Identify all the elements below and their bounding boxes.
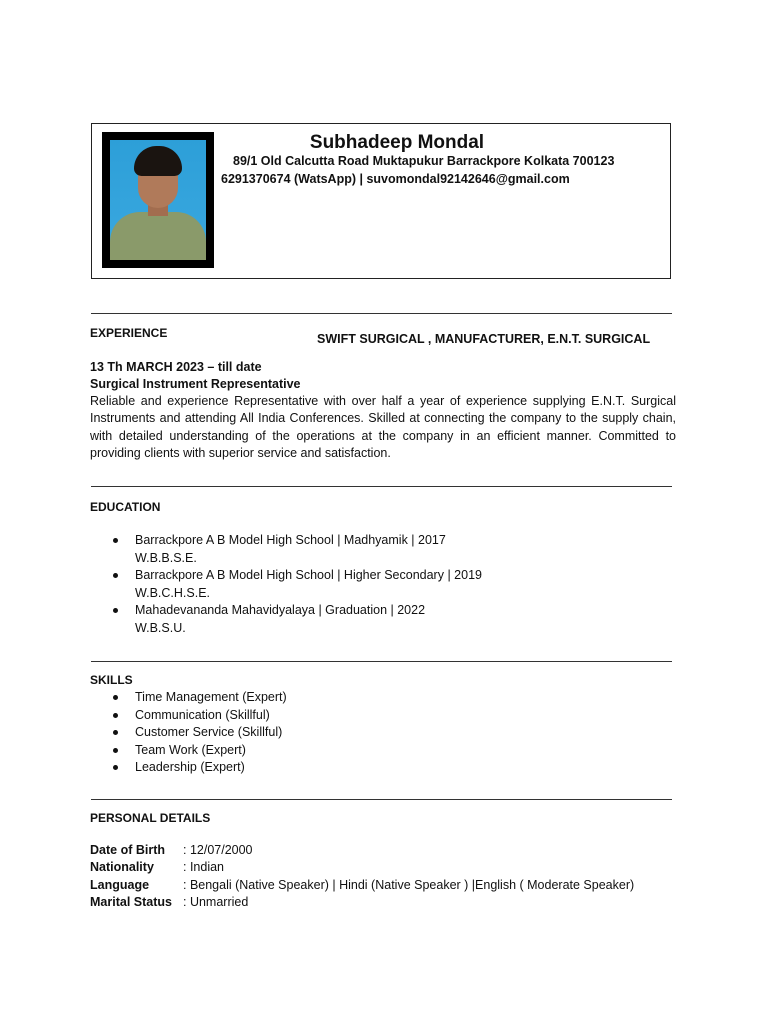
skill-item: Customer Service (Skillful) [110, 724, 287, 742]
personal-value: : Indian [183, 860, 225, 874]
experience-dates: 13 Th MARCH 2023 – till date [90, 360, 262, 374]
divider [91, 486, 672, 487]
skill-item: Time Management (Expert) [110, 689, 287, 707]
education-board: W.B.S.U. [135, 620, 186, 635]
personal-value: : 12/07/2000 [183, 843, 253, 857]
photo-image [110, 140, 206, 260]
experience-role: Surgical Instrument Representative [90, 377, 301, 391]
personal-label: Date of Birth [90, 843, 165, 857]
education-list [110, 532, 482, 637]
personal-label: Nationality [90, 860, 154, 874]
personal-row-marital [90, 895, 248, 909]
divider [91, 661, 672, 662]
personal-value: : Unmarried [183, 895, 249, 909]
personal-row-dob [90, 843, 253, 857]
candidate-address: 89/1 Old Calcutta Road Muktapukur Barrackpore Kolkata 700123 [233, 154, 615, 168]
education-item [110, 532, 482, 567]
education-board: W.B.C.H.S.E. [135, 585, 211, 600]
divider [91, 313, 672, 314]
photo-shirt [110, 212, 206, 260]
experience-summary: Reliable and experience Representative with over half a year of experience supplying E.N.T. Surgical Instruments and attending All India Conferences. Skilled at connecting the company to the supply chain, with detailed understanding of the operations at the company in an efficient manner. Committed to providing clients with superior service and satisfaction. [90, 394, 676, 461]
education-item [110, 567, 482, 602]
education-line: Mahadevananda Mahavidyalaya | Graduation | 2022 [135, 603, 426, 617]
personal-row-language [90, 878, 634, 892]
skill-item: Leadership (Expert) [110, 759, 287, 777]
personal-row-nationality [90, 860, 224, 874]
personal-value: : Bengali (Native Speaker) | Hindi (Native Speaker ) |English ( Moderate Speaker) [183, 878, 635, 892]
personal-label: Language [90, 878, 150, 892]
education-line: Barrackpore A B Model High School | Higher Secondary | 2019 [135, 568, 482, 582]
skills-heading: SKILLS [90, 673, 133, 687]
personal-label: Marital Status [90, 895, 172, 909]
skill-item: Communication (Skillful) [110, 707, 287, 725]
divider [91, 799, 672, 800]
skills-list [110, 689, 287, 777]
education-line: Barrackpore A B Model High School | Madhyamik | 2017 [135, 533, 446, 547]
header-box [91, 123, 671, 279]
experience-company: SWIFT SURGICAL , MANUFACTURER, E.N.T. SURGICAL [317, 332, 651, 346]
education-item [110, 602, 482, 637]
education-board: W.B.B.S.E. [135, 550, 197, 565]
personal-heading: PERSONAL DETAILS [90, 811, 211, 825]
candidate-name: Subhadeep Mondal [309, 132, 485, 153]
education-heading: EDUCATION [90, 500, 161, 514]
candidate-contact: 6291370674 (WatsApp) | suvomondal92142646@gmail.com [221, 172, 570, 186]
skill-item: Team Work (Expert) [110, 742, 287, 760]
experience-heading: EXPERIENCE [90, 326, 168, 340]
